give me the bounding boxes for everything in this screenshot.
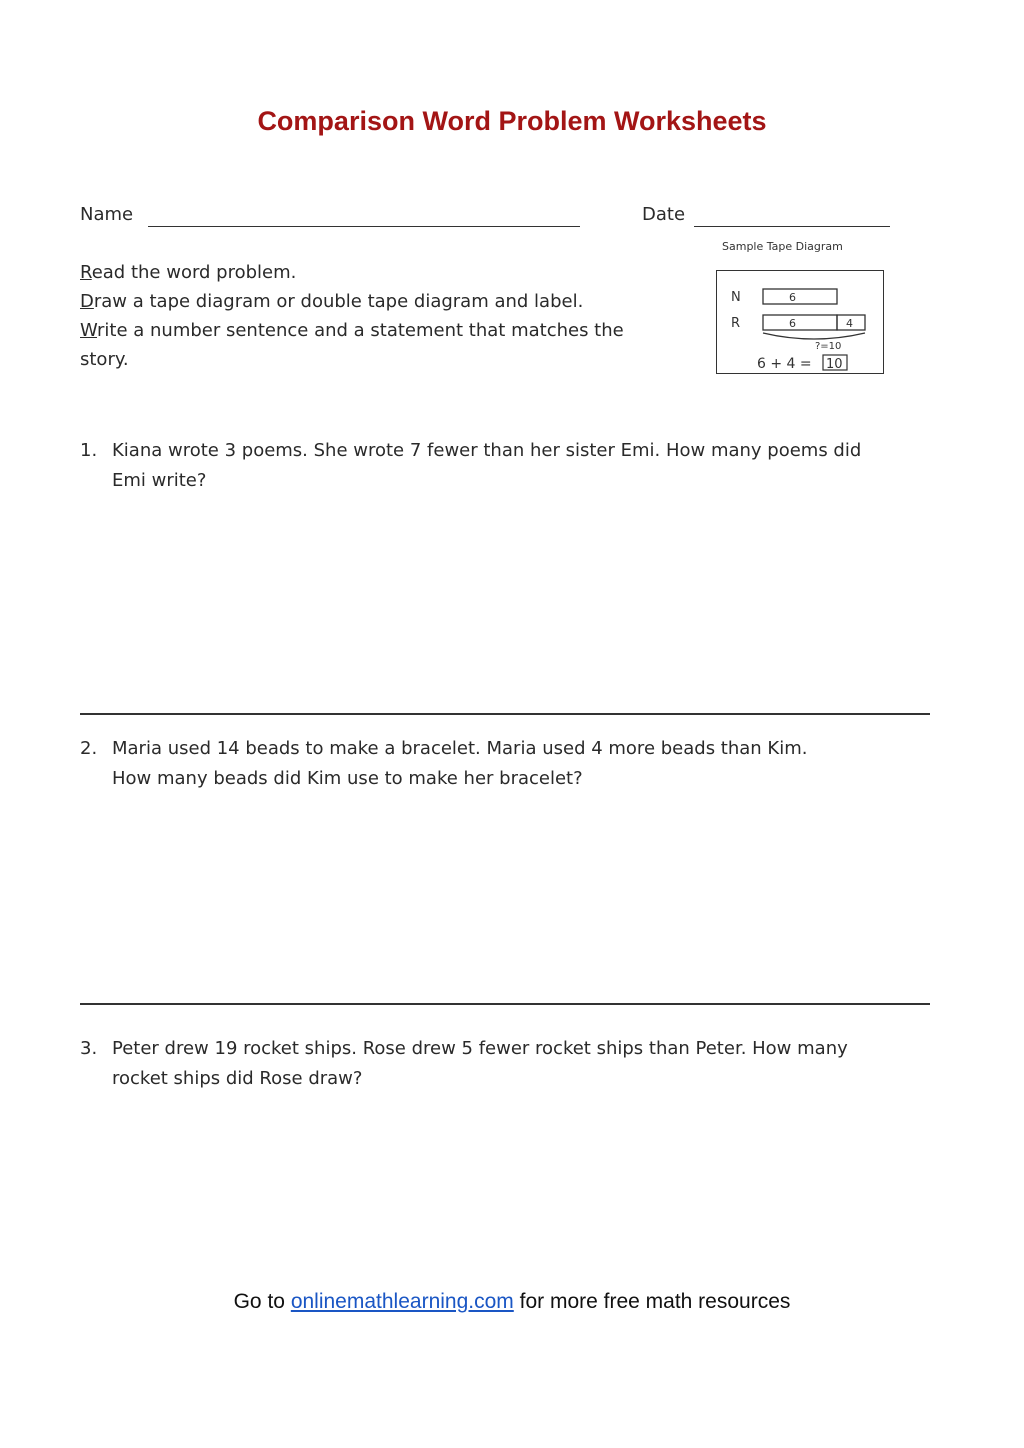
tape-r-bar-a [763, 315, 837, 330]
tape-row-r-label: R [731, 316, 741, 331]
problem-divider [80, 713, 930, 715]
tape-question: ?=10 [815, 341, 842, 352]
footer-suffix: for more free math resources [519, 1290, 791, 1313]
problem-text-line1: Kiana wrote 3 poems. She wrote 7 fewer than her sister Emi. How many poems did [112, 440, 862, 461]
problem-text-line2: rocket ships did Rose draw? [112, 1068, 363, 1089]
problem-number: 1. [80, 440, 98, 461]
name-blank-line [148, 226, 580, 227]
sample-tape-diagram [716, 270, 884, 374]
instruction-write-text: rite a number sentence and a statement that matches the [97, 320, 624, 341]
problem-divider [80, 1003, 930, 1005]
instruction-read-text: ead the word problem. [91, 262, 297, 283]
tape-r-value-b: 4 [846, 317, 853, 330]
problem-text-line2: Emi write? [112, 470, 207, 491]
tape-r-value-a: 6 [789, 317, 796, 330]
instruction-read-initial: R [80, 262, 92, 283]
instruction-write [80, 316, 690, 345]
instruction-draw-initial: D [80, 291, 94, 312]
problem-text-line1: Maria used 14 beads to make a bracelet. Maria used 4 more beads than Kim. [112, 738, 808, 759]
name-date-row [80, 204, 900, 234]
footer-prefix: Go to [233, 1290, 285, 1313]
tape-row-n-label: N [731, 290, 741, 305]
instruction-read [80, 258, 690, 287]
problem-number: 2. [80, 738, 98, 759]
tape-diagram-drawing [717, 271, 883, 373]
problem-2 [80, 734, 930, 794]
instruction-draw [80, 287, 690, 316]
problem-1 [80, 436, 930, 496]
problem-text-line1: Peter drew 19 rocket ships. Rose drew 5 fewer rocket ships than Peter. How many [112, 1038, 848, 1059]
instruction-write-initial: W [80, 320, 97, 341]
tape-brace [763, 333, 865, 339]
instructions [80, 258, 690, 374]
footer-link[interactable]: onlinemathlearning.com [290, 1290, 514, 1313]
tape-answer: 10 [826, 357, 843, 372]
instruction-story: story. [80, 349, 129, 370]
footer [0, 1290, 1024, 1314]
problem-3 [80, 1034, 930, 1094]
tape-diagram-caption: Sample Tape Diagram [722, 240, 843, 253]
page-title: Comparison Word Problem Worksheets [257, 106, 767, 136]
date-blank-line [694, 226, 890, 227]
tape-number-sentence: 6 + 4 = [757, 356, 812, 372]
name-label: Name [80, 204, 134, 225]
problem-text-line2: How many beads did Kim use to make her bracelet? [112, 768, 583, 789]
problem-number: 3. [80, 1038, 98, 1059]
date-label: Date [642, 204, 686, 225]
instruction-draw-text: raw a tape diagram or double tape diagram and label. [93, 291, 584, 312]
tape-n-bar [763, 289, 837, 304]
tape-n-value: 6 [789, 291, 796, 304]
